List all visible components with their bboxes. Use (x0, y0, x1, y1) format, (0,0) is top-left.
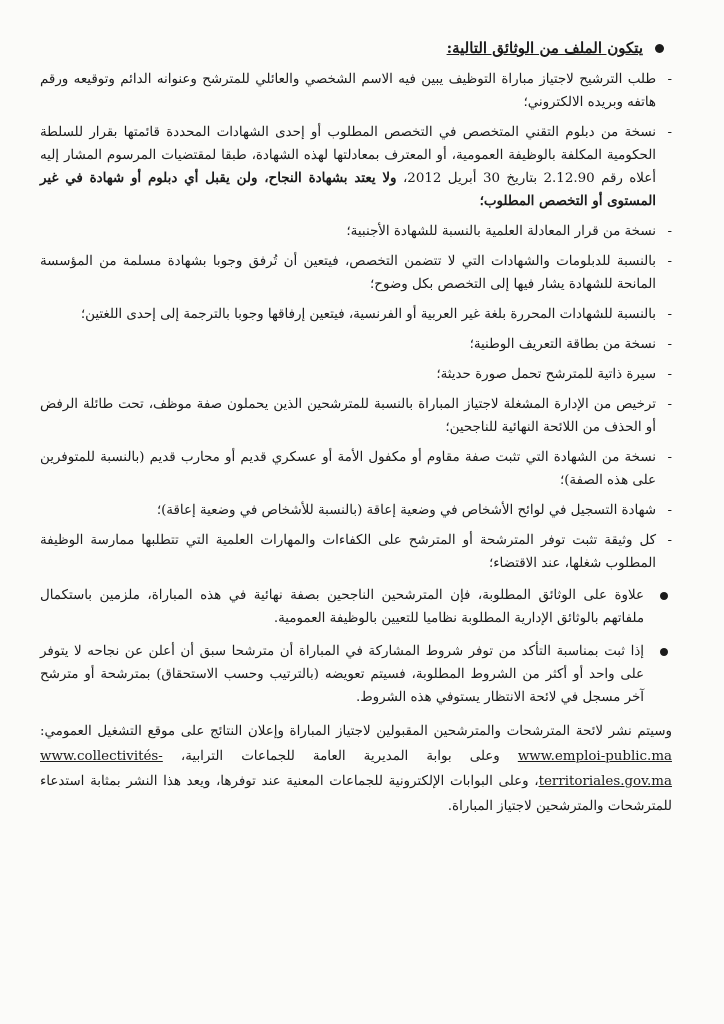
list-item: - نسخة من الشهادة التي تثبت صفة مقاوم أو مكفول الأمة أو عسكري قديم أو محارب قديم (بالنسبة للمتوفرين على هذه الصفة)؛ (40, 450, 672, 488)
list-item: - بالنسبة للدبلومات والشهادات التي لا تتضمن التخصص، فيتعين أن تُرفق وجوبا بشهادة مسلمة من المؤسسة المانحة للشهادة يشار فيها إلى التخصص بكل وضوح؛ (40, 254, 672, 292)
list-item: - نسخة من بطاقة التعريف الوطنية؛ (469, 337, 672, 352)
list-item: - سيرة ذاتية للمترشح تحمل صورة حديثة؛ (436, 367, 672, 382)
heading-text: يتكون الملف من الوثائق التالية: (446, 39, 643, 57)
list-item: - بالنسبة للشهادات المحررة بلغة غير العربية أو الفرنسية، فيتعين إرفاقها وجوبا بالترجمة إلى إحدى اللغتين؛ (80, 307, 672, 322)
emploi-public-link[interactable]: www.emploi-public.ma (517, 749, 672, 764)
list-item: - كل وثيقة تثبت توفر المترشحة أو المترشح على الكفاءات والمهارات العلمية التي تتطلبها ممارسة الوظيفة المطلوب شغلها، عند الاقتضاء؛ (40, 533, 672, 571)
list-item: - نسخة من قرار المعادلة العلمية بالنسبة للشهادة الأجنبية؛ (346, 224, 672, 239)
heading-bullet-icon (655, 44, 664, 53)
list-item: - شهادة التسجيل في لوائح الأشخاص في وضعية إعاقة (بالنسبة للأشخاص في وضعية إعاقة)؛ (156, 503, 672, 518)
emphasis-text: ولا يعتد بشهادة النجاح، ولن يقبل أي دبلوم أو شهادة في غير المستوى أو التخصص المطلوب؛ (40, 170, 656, 209)
list-item: - طلب الترشيح لاجتياز مباراة التوظيف يبين فيه الاسم الشخصي والعائلي للمترشح وعنوانه الدائم وتوقيعه ورقم هاتفه وبريده الالكتروني؛ (40, 72, 672, 110)
notes-section (40, 584, 672, 709)
bullet-icon (660, 592, 668, 600)
note-paragraph: إذا ثبت بمناسبة التأكد من توفر شروط المشاركة في المباراة أن مترشحا سبق أن أعلن عن نجاحه لا يتوفر على واحد أو أكثر من الشروط المطلوبة، فسيتم تعويضه (بالترتيب وحسب الاستحقاق) بمترشحة أو مترشح آخر مسجل في لائحة الانتظار يستوفي هذه الشروط. (40, 640, 672, 709)
list-item: - نسخة من دبلوم التقني المتخصص في التخصص المطلوب أو إحدى الشهادات المحددة قائمتها بقرار للسلطة الحكومية المكلفة بالوظيفة العمومية، أو المعترف بمعادلتها لهذه الشهادة، طبقا لمقتضيات المرسوم المشار إليه أعلاه رقم 2.12.90 بتاريخ 30 أبريل 2012، ولا يعتد بشهادة النجاح، ولن يقبل أي دبلوم أو شهادة في غير المستوى أو التخصص المطلوب؛ (40, 125, 672, 209)
collectivites-link[interactable]: www.collectivités-territoriales.gov.ma (40, 749, 672, 789)
required-documents-list (40, 68, 672, 575)
bullet-icon (660, 648, 668, 656)
section-heading (40, 38, 664, 58)
publication-paragraph: وسيتم نشر لائحة المترشحات والمترشحين المقبولين لاجتياز المباراة وإعلان النتائج على موقع التشغيل العمومي: www.emploi-public.ma وعلى بوابة المديرية العامة للجماعات الترابية، www.collectivités-territoriales.gov.ma، وعلى البوابات الإلكترونية للجماعات المعنية عند توفرها، ويعد هذا النشر بمثابة استدعاء للمترشحات والمترشحين لاجتياز المباراة. (40, 724, 672, 814)
note-paragraph: علاوة على الوثائق المطلوبة، فإن المترشحين الناجحين بصفة نهائية في هذه المباراة، ملزمين باستكمال ملفاتهم بالوثائق الإدارية المطلوبة نظاميا للتعيين بالوظيفة العمومية. (40, 584, 672, 630)
list-item: - ترخيص من الإدارة المشغلة لاجتياز المباراة بالنسبة للمترشحين الذين يحملون صفة موظف، تحت طائلة الرفض أو الحذف من اللائحة النهائية للناجحين؛ (40, 397, 672, 435)
